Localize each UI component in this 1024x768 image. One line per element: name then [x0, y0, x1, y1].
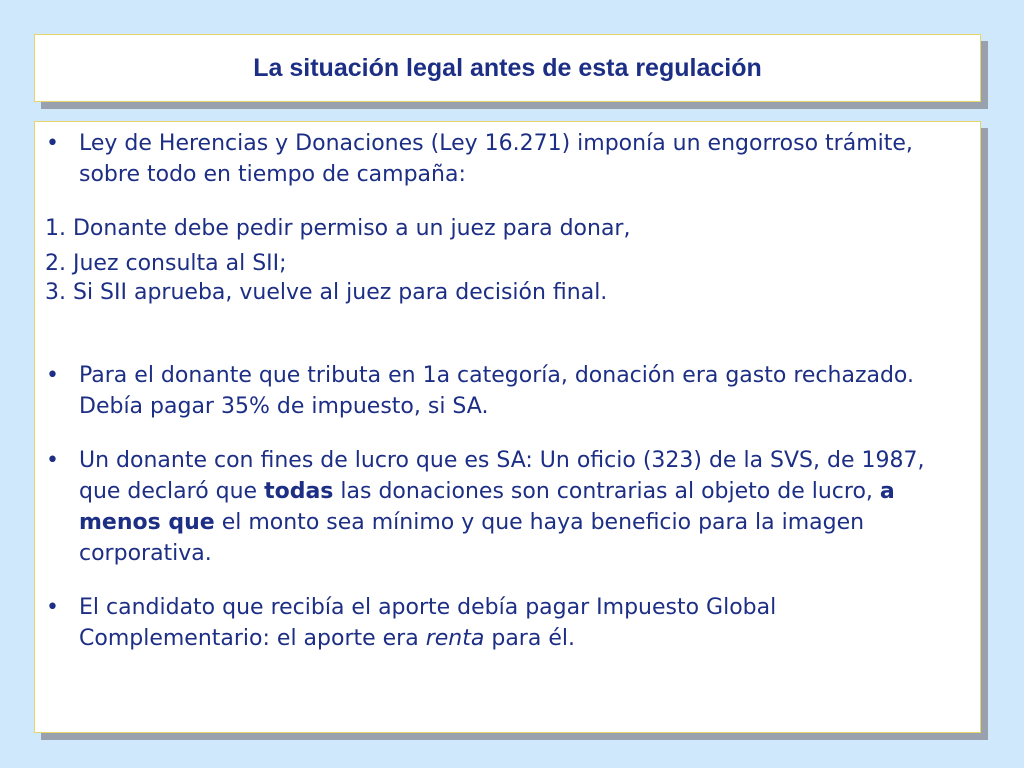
bullet-text: El candidato que recibía el aporte debía pagar Impuesto Global Complementario: el aporte era renta para él.: [79, 595, 777, 651]
bullet-dot-icon: •: [46, 595, 59, 620]
bullet-dot-icon: •: [46, 448, 59, 473]
bullet-dot-icon: •: [46, 131, 59, 156]
bullet-dot-icon: •: [46, 363, 59, 388]
step-item: 3. Si SII aprueba, vuelve al juez para decisión final.: [45, 280, 608, 305]
emphasis-todas: todas: [264, 479, 334, 504]
bullet-ley-herencias: [45, 128, 970, 190]
bullet-candidato: [45, 592, 970, 654]
bullet-text: Un donante con fines de lucro que es SA: Un oficio (323) de la SVS, de 1987, que declaró que todas las donaciones son contrarias al objeto de lucro, a menos que el monto sea mínimo y que haya beneficio para la imagen corporativa.: [79, 448, 925, 566]
title-panel: [34, 34, 981, 102]
bullet-donante-categoria: [45, 360, 970, 422]
emphasis-renta: renta: [425, 626, 485, 651]
slide-title: La situación legal antes de esta regulación: [253, 54, 762, 82]
step-item: 2. Juez consulta al SII;: [45, 251, 287, 276]
content-panel: [34, 121, 981, 733]
bullet-text: Para el donante que tributa en 1a categoría, donación era gasto rechazado. Debía pagar 35% de impuesto, si SA.: [79, 363, 915, 419]
bullet-text: Ley de Herencias y Donaciones (Ley 16.271) imponía un engorroso trámite, sobre todo en tiempo de campaña:: [79, 131, 913, 187]
step-item: 1. Donante debe pedir permiso a un juez para donar,: [45, 216, 631, 241]
bullet-donante-lucro: [45, 445, 970, 569]
emphasis-a-menos-que: a menos que: [79, 479, 895, 535]
slide-content: [45, 128, 970, 654]
